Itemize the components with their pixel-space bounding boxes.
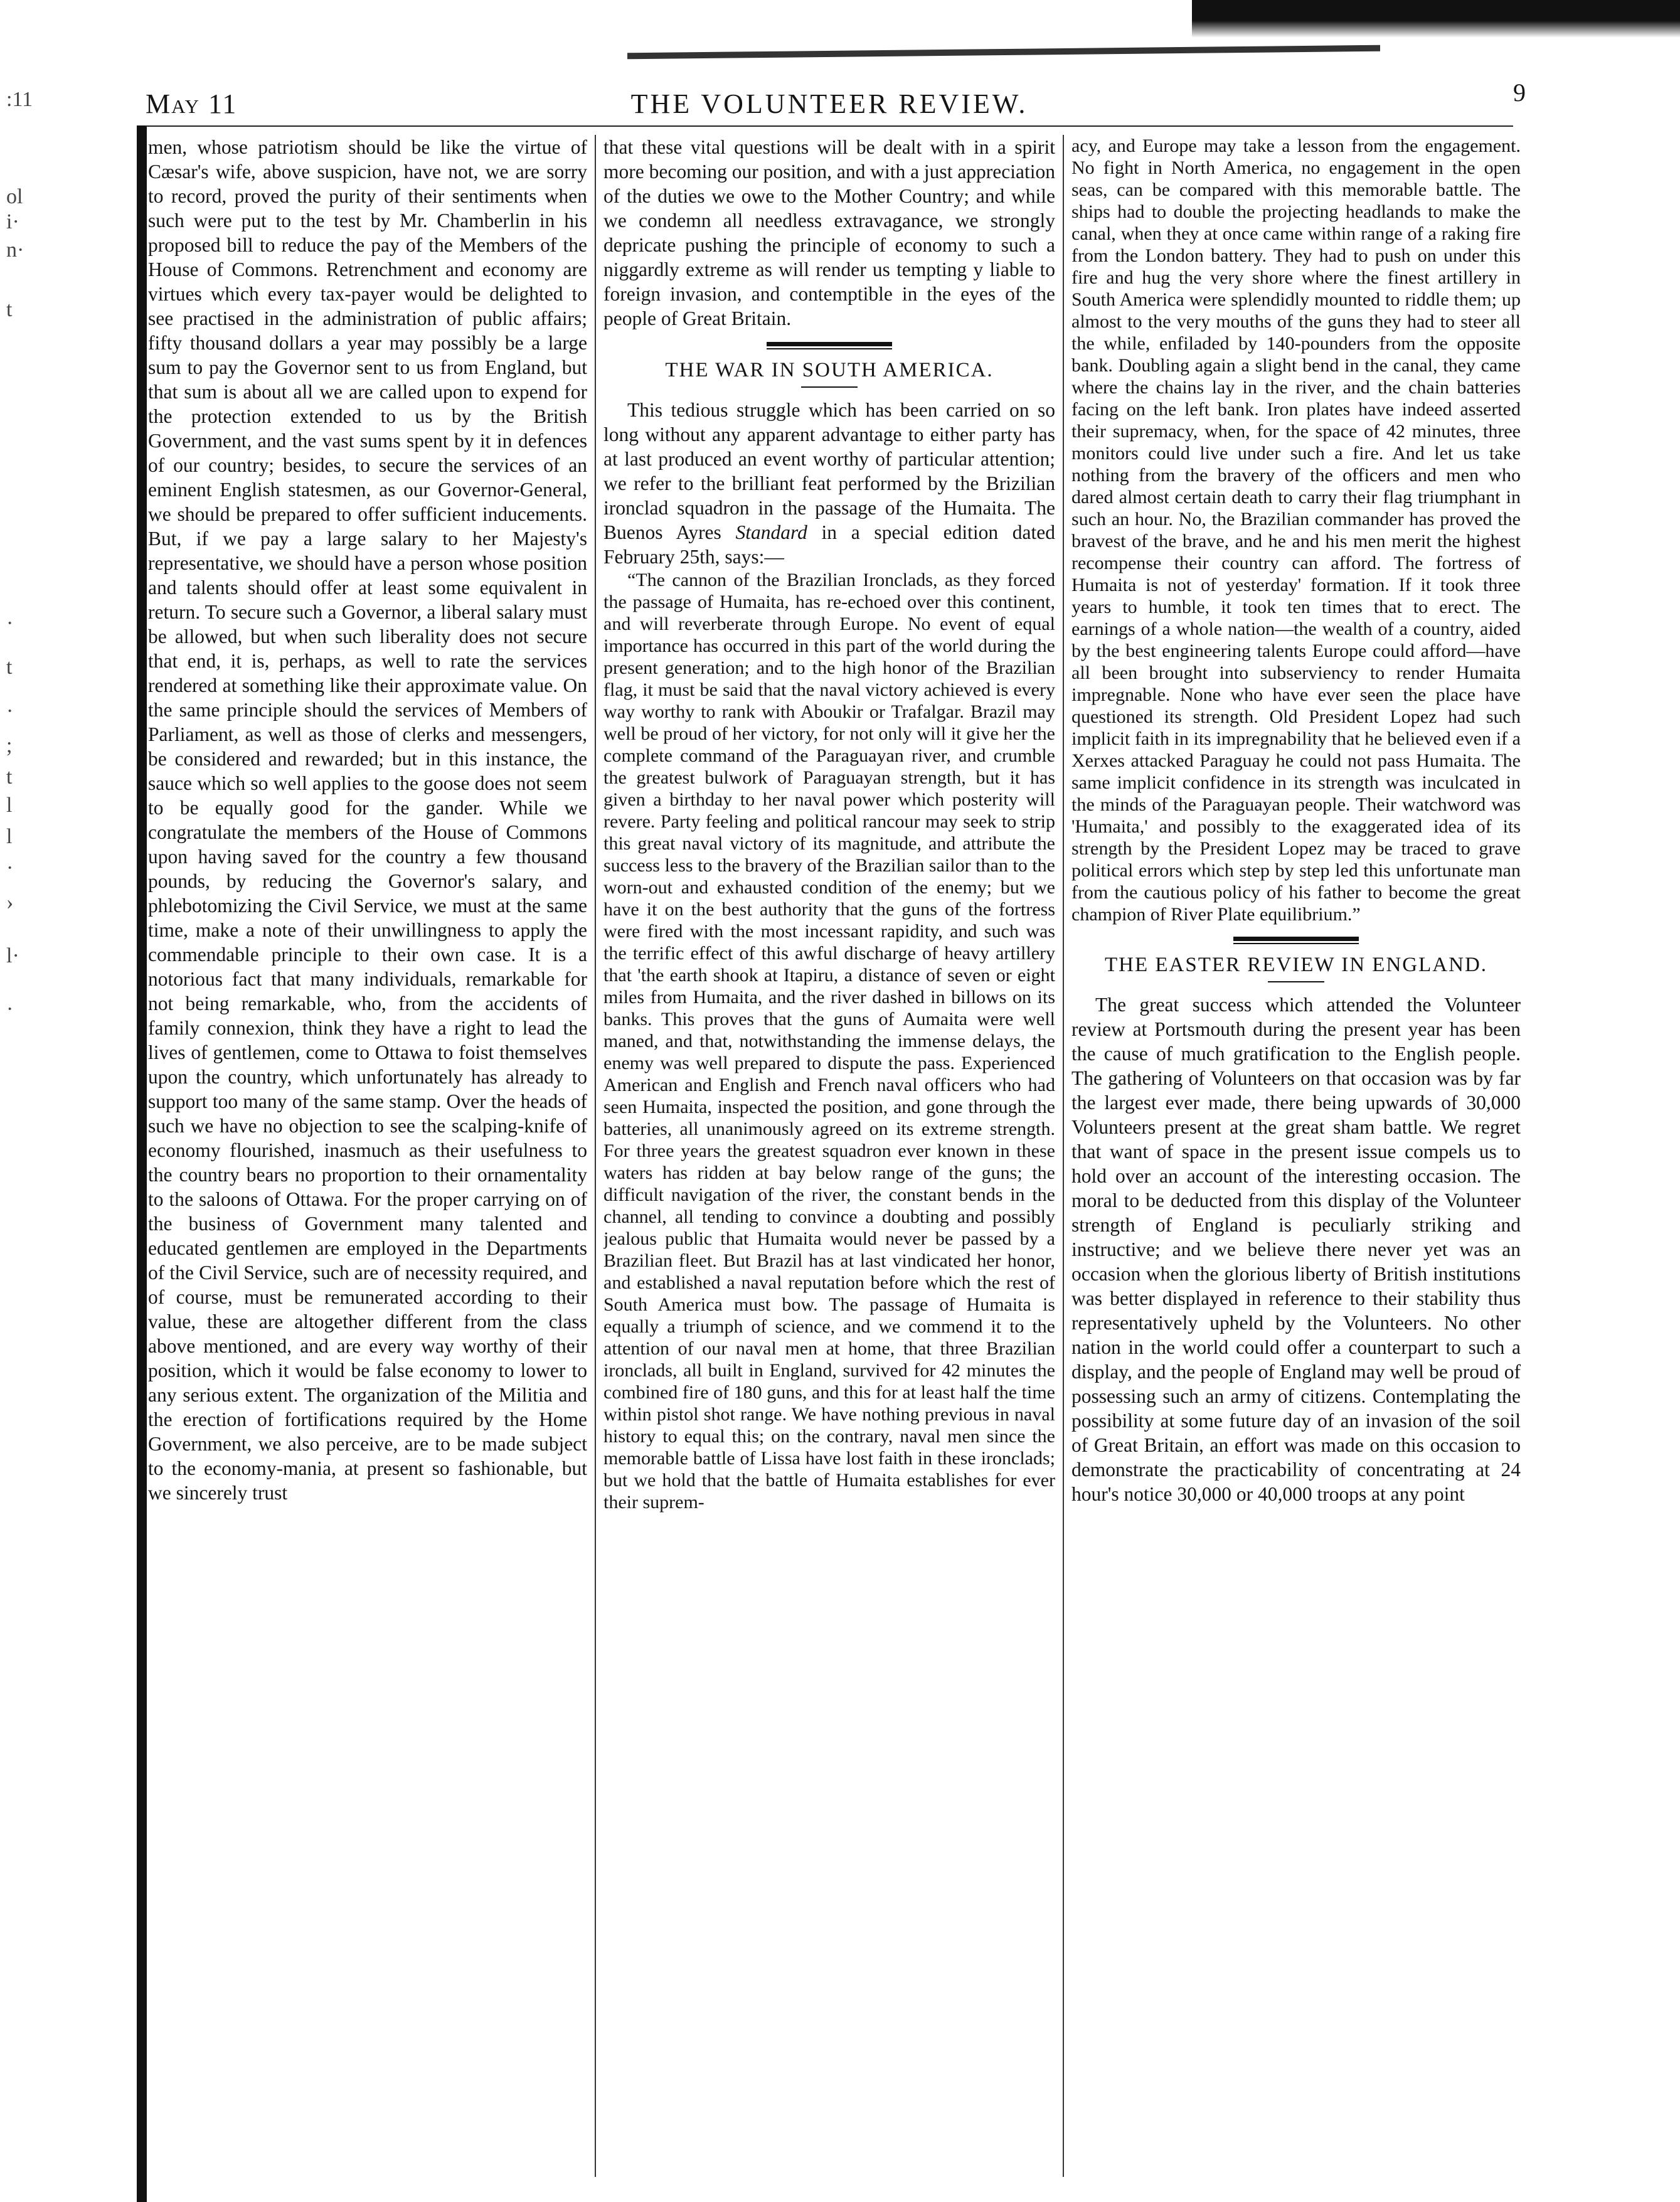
margin-mark: ; bbox=[6, 734, 13, 757]
margin-mark: l bbox=[6, 794, 13, 817]
left-margin-marks bbox=[0, 88, 69, 1029]
paragraph: The great success which attended the Volunteer review at Portsmouth during the present year has been the cause of much gratification to the English people. The gathering of Volunteers on that occasion was by far the largest ever made, there being upwards of 30,000 Volunteers present at the great sham battle. We regret that want of space in the present issue compels us to hold over an account of the interesting occasion. The moral to be deducted from this display of the Volunteer strength of England is peculiarly striking and instructive; and we believe there never yet was an occasion when the glorious liberty of British institutions was better displayed in reference to their stability thus representatively upheld by the Volunteers. No other nation in the world could offer a counterpart to such a display, and the people of England may well be proud of possessing such an army of citizens. Contemplating the possibility at some future day of an invasion of the soil of Great Britain, an effort was made on this occasion to demonstrate the practicability of concentrating at 24 hour's notice 30,000 or 40,000 troops at any point bbox=[1071, 994, 1521, 1505]
margin-mark: ol bbox=[6, 185, 23, 208]
heading-rule bbox=[801, 386, 858, 388]
margin-mark: · bbox=[6, 997, 14, 1021]
column-1 bbox=[148, 135, 587, 2183]
margin-mark: › bbox=[6, 891, 14, 914]
margin-mark: l· bbox=[6, 944, 19, 967]
margin-mark: :11 bbox=[6, 88, 33, 111]
margin-mark: t bbox=[6, 656, 13, 679]
newspaper-name: Standard bbox=[735, 521, 807, 543]
quoted-report-continued: acy, and Europe may take a lesson from the engagement. No fight in North America, no engagement in the open seas, can be compared with this memorable battle. The ships had to double the projecting headlands to make the canal, when they at once came within range of a raking fire from the London battery. They had to push on under this fire and hug the very shore where the finest artillery in South America were splendidly mounted to riddle them; up almost to the very mouths of the guns they had to steer all the while, enfiladed by 140-pounders from the opposite bank. Doubling again a slight bend in the canal, they came where the chains lay in the river, and the chain batteries facing on the left bank. Iron plates have indeed asserted their supremacy, when, for the space of 42 minutes, three monitors could live under such a fire. And let us take nothing from the bravery of the officers and men who dared almost certain death to carry their flag triumphant in such an hour. No, the Brazilian commander has proved the bravest of the brave, and he and his men merit the highest recompense their country can afford. The fortress of Humaita is not of yesterday' formation. If it took three years to humble, it took ten times that to erect. The earnings of a whole nation—the wealth of a country, aided by the best engineering talents Europe could afford—have all been brought into subserviency to render Humaita impregnable. None who have ever seen the place have questioned its strength. Old President Lopez had such implicit faith in its impregnability that he believed even if a Xerxes attacked Paraguay he could not pass Humaita. The same implicit confidence in its strength was inculcated in the minds of the Paraguayan people. Their watchword was 'Humaita,' and possibly to the exaggerated idea of its strength by the President Lopez may be traced to grave political errors which step by step led this unfortunate man from the cautious policy of his father to become the great champion of River Plate equilibrium.” bbox=[1071, 136, 1521, 925]
text-run: This tedious struggle which has been carried on so long without any apparent advantage to either party has at last produced an event worthy of particular attention; we refer to the brilliant feat performed by the Brizilian ironclad squadron in the passage of the Humaita. The Buenos Ayres bbox=[603, 399, 1055, 543]
margin-mark: t bbox=[6, 298, 13, 321]
margin-mark: · bbox=[6, 612, 14, 635]
paragraph bbox=[603, 398, 1055, 569]
header-rule bbox=[146, 125, 1513, 127]
column-divider bbox=[1063, 135, 1064, 2177]
paragraph: men, whose patriotism should be like the virtue of Cæsar's wife, above suspicion, have not, we are sorry to record, proved the purity of their sentiments when such were put to the test by Mr. Chamberlin in his proposed bill to reduce the pay of the Members of the House of Commons. Retrenchment and economy are virtues which every tax-payer would be delighted to see practised in the administration of public affairs; fifty thousand dollars a year may possibly be a large sum to pay the Governor sent to us from England, but that sum is about all we are called upon to expend for the protection extended to us by the British Government, and the vast sums spent by it in defences of our country; besides, to secure the services of an eminent English statesmen, as our Governor-General, we should be prepared to offer sufficient inducements. But, if we pay a large salary to her Majesty's representative, we should have a person whose position and talents should offer at least some equivalent in return. To secure such a Governor, a liberal salary must be allowed, but when such liberality does not secure that end, it is, perhaps, as well to rate the services rendered at something like their approximate value. On the same principle should the services of Members of Parliament, as well as those of clerks and messengers, be considered and rewarded; but in this instance, the sauce which so well applies to the goose does not seem to be equally good for the gander. While we congratulate the members of the House of Commons upon having saved for the country a few thousand pounds, by reducing the Governor's salary, and phlebotomizing the Civil Service, we must at the same time, make a note of their unwillingness to apply the commendable principle to their own case. It is a notorious fact that many individuals, remarkable for not being remarkable, who, from the accidents of family connexion, think they have a right to lead the lives of gentlemen, come to Ottawa to foist themselves upon the country, which unfortunately has already to support too many of the same stamp. Over the heads of such we have no objection to see the scalping-knife of economy flourished, inasmuch as their usefulness to the country bears no proportion to their ornamentality to the saloons of Ottawa. For the proper carrying on of the business of Government many talented and educated gentlemen are employed in the Departments of the Civil Service, such are of necessity required, and of course, must be remunerated according to their value, these are altogether different from the class above mentioned, and are every way worthy of their position, which it would be false economy to lower to any serious extent. The organization of the Militia and the erection of fortifications required by the Home Government, we also perceive, are to be made subject to the economy-mania, at present so fashionable, but we sincerely trust bbox=[148, 136, 587, 1504]
margin-mark: n· bbox=[6, 238, 24, 262]
margin-mark: l bbox=[6, 825, 13, 848]
paragraph: that these vital questions will be dealt with in a spirit more becoming our position, and with a just appreciation of the duties we owe to the Mother Country; and while we condemn all needless extravagance, we strongly depricate pushing the principle of economy to such a niggardly extreme as will render us tempting y liable to foreign invasion, and contemptible in the eyes of the people of Great Britain. bbox=[603, 136, 1055, 329]
column-2 bbox=[603, 135, 1055, 2183]
issue-date: May 11 bbox=[146, 88, 238, 119]
article-heading-war-south-america: THE WAR IN SOUTH AMERICA. bbox=[665, 359, 994, 381]
quoted-report: “The cannon of the Brazilian Ironclads, as they forced the passage of Humaita, has re-echoed over this continent, and will reverberate through Europe. No event of equal importance has occurred in this part of the world during the present generation; and to the high honor of the Brazilian flag, it must be said that the naval victory achieved is every way worthy to rank with Aboukir or Trafalgar. Brazil may well be proud of her victory, for not only will it give her the complete command of the Paraguayan river, and crumble the greatest bulwork of Paraguayan strength, but it has given a birthday to her naval power which posterity will revere. Party feeling and political rancour may seek to strip this great naval victory of its magnitude, and attribute the success less to the bravery of the Brazilian sailor than to the worn-out and exhausted condition of the enemy; but we have it on the best authority that the guns of the fortress were fired with the most incessant rapidity, and such was the terrific effect of this awful discharge of heavy artillery that 'the earth shook at Itapiru, a distance of seven or eight miles from Humaita, and the river dashed in billows on its banks. This proves that the guns of Aumaita were well maned, and that, notwithstanding the immense delays, the enemy was well prepared to dispute the pass. Experienced American and English and French naval officers who had seen Humaita, inspected the position, and gone through the batteries, all unanimously agreed on its extreme strength. For three years the greatest squadron ever known in these waters has ridden at bay below range of the guns; the difficult navigation of the river, the constant bends in the channel, all tending to convince a doubting and possibly jealous public that Humaita would never be passed by a Brazilian fleet. But Brazil has at last vindicated her honor, and established a naval reputation before which the rest of South America must bow. The passage of Humaita is equally a triumph of science, and we commend it to the attention of our naval men at home, that three Brazilian ironclads, all built in England, survived for 42 minutes the combined fire of 180 guns, and this for at least half the time within pistol shot range. We have nothing previous in naval history to equal this; on the contrary, naval men since the memorable battle of Lissa have lost faith in these ironclads; but we hold that the battle of Humaita establishes for ever their suprem- bbox=[603, 570, 1055, 1513]
section-divider bbox=[1233, 937, 1359, 944]
section-divider bbox=[767, 342, 892, 349]
text-run: in a special edition dated February 25th, says:— bbox=[603, 521, 1055, 568]
margin-mark: i· bbox=[6, 210, 19, 233]
publication-title: THE VOLUNTEER REVIEW. bbox=[630, 88, 1028, 119]
margin-mark: t bbox=[6, 765, 13, 789]
column-3 bbox=[1071, 135, 1521, 2183]
page-number: 9 bbox=[1513, 78, 1526, 107]
article-heading-easter-review: THE EASTER REVIEW IN ENGLAND. bbox=[1104, 954, 1488, 976]
scan-edge-line bbox=[627, 45, 1380, 60]
heading-rule bbox=[1268, 981, 1324, 982]
column-divider bbox=[595, 135, 596, 2177]
page-spine bbox=[137, 125, 147, 2202]
page-header bbox=[146, 78, 1526, 125]
margin-mark: · bbox=[6, 856, 14, 880]
scan-edge-top bbox=[1192, 0, 1680, 38]
margin-mark: · bbox=[6, 699, 14, 723]
